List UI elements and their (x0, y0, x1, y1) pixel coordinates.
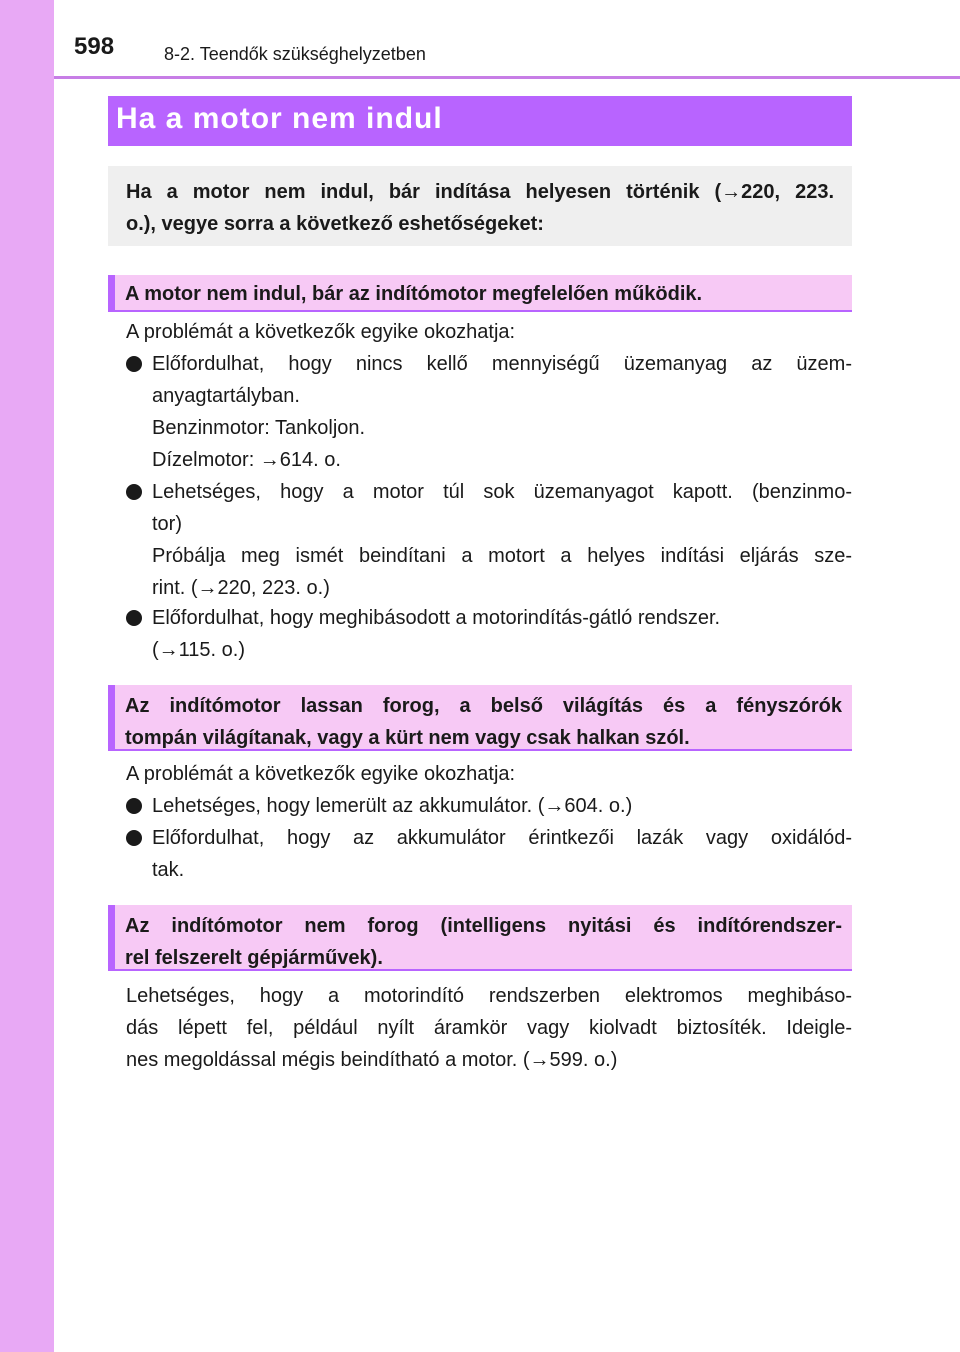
bullet-line: Előfordulhat, hogy meghibásodott a motorindítás-gátló rendszer. (152, 607, 721, 629)
page-title-bar (108, 96, 852, 146)
bullet-line: Előfordulhat, hogy az akkumulátor érintkezői lazák vagy oxidálód- (152, 827, 852, 849)
intro-line: o.), vegye sorra a következő eshetőségeket: (126, 213, 544, 235)
paragraph-line: dás lépett fel, például nyílt áramkör vagy kiolvadt biztosíték. Ideigle- (126, 1017, 852, 1039)
section2-lead: A problémát a következők egyike okozhatja: (126, 763, 516, 785)
bullet-line: Lehetséges, hogy a motor túl sok üzemanyagot kapott. (benzinmo- (152, 481, 852, 503)
paragraph-line: Lehetséges, hogy a motorindító rendszerben elektromos meghibáso- (126, 985, 852, 1007)
header-divider (54, 76, 960, 79)
section-heading-starter-slow (108, 685, 852, 751)
side-color-strip (0, 0, 54, 1352)
section-heading-text: A motor nem indul, bár az indítómotor megfelelően működik. (125, 283, 703, 305)
section-heading-starter-no-turn (108, 905, 852, 971)
bullet-line: anyagtartályban. (152, 385, 300, 407)
bullet-icon (126, 356, 142, 372)
section-heading-text: tompán világítanak, vagy a kürt nem vagy csak halkan szól. (125, 727, 690, 749)
bullet-icon (126, 798, 142, 814)
chapter-title: 8-2. Teendők szükséghelyzetben (164, 44, 426, 64)
bullet-line: tak. (152, 859, 185, 881)
bullet-icon (126, 484, 142, 500)
bullet-line: Lehetséges, hogy lemerült az akkumulátor. (→604. o.) (152, 795, 633, 817)
bullet-line: Próbálja meg ismét beindítani a motort a helyes indítási eljárás sze- (152, 545, 852, 567)
bullet-line: Benzinmotor: Tankoljon. (152, 417, 366, 439)
section1-lead: A problémát a következők egyike okozhatja: (126, 321, 516, 343)
bullet-icon (126, 830, 142, 846)
section-heading-text: rel felszerelt gépjárművek). (125, 947, 383, 969)
page-title: Ha a motor nem indul (116, 102, 443, 135)
intro-box (108, 166, 852, 246)
section-heading-engine-no-start (108, 275, 852, 312)
paragraph-line: nes megoldással mégis beindítható a motor. (→599. o.) (126, 1049, 618, 1071)
section-heading-text: Az indítómotor nem forog (intelligens nyitási és indítórendszer- (125, 915, 842, 937)
bullet-line: Dízelmotor: →614. o. (152, 449, 341, 471)
bullet-line: (→115. o.) (152, 639, 245, 661)
bullet-line: tor) (152, 513, 182, 535)
bullet-line: Előfordulhat, hogy nincs kellő mennyiségű üzemanyag az üzem- (152, 353, 852, 375)
section3-paragraph (126, 980, 852, 1076)
intro-line: Ha a motor nem indul, bár indítása helyesen történik (→220, 223. (126, 181, 834, 203)
section-heading-text: Az indítómotor lassan forog, a belső világítás és a fényszórók (125, 695, 842, 717)
page-number: 598 (74, 33, 115, 60)
bullet-line: rint. (→220, 223. o.) (152, 577, 330, 599)
bullet-icon (126, 610, 142, 626)
